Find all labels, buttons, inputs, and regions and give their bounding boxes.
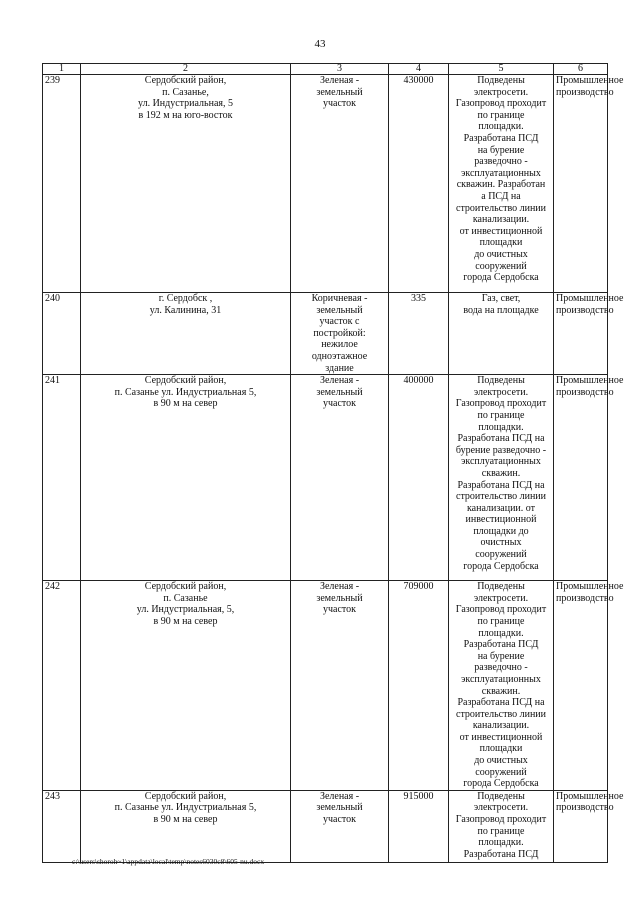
cell-type-line: Зеленая -: [319, 790, 360, 802]
cell-conditions-line: инвестиционной: [465, 514, 537, 526]
cell-address-line: Сердобский район,: [144, 75, 227, 86]
cell-address-line: в 192 м на юго-восток: [138, 109, 233, 121]
cell-type-line: участок: [322, 98, 356, 110]
cell-conditions-line: эксплуатационных: [461, 456, 541, 468]
cell-conditions-line: скважин.: [481, 685, 521, 697]
cell-conditions-line: площадки до: [473, 525, 529, 537]
cell-type-line: здание: [325, 362, 354, 374]
cell-use-line: производство: [556, 386, 614, 398]
cell-conditions-line: Разработана ПСД на: [457, 433, 545, 445]
cell-conditions-line: бурение разведочно -: [455, 444, 547, 456]
cell-conditions-line: разведочно -: [474, 156, 528, 168]
cell-use-line: производство: [556, 592, 614, 604]
cell-type-line: Коричневая -: [311, 293, 368, 304]
cell-type: [291, 581, 389, 791]
cell-conditions-line: площадки.: [478, 421, 524, 433]
cell-conditions-line: на бурение: [477, 650, 525, 662]
cell-conditions-line: скважин.: [481, 467, 521, 479]
cell-conditions-line: по границе: [477, 409, 525, 421]
cell-conditions-line: Подведены: [477, 75, 525, 86]
footer-file-path: c:\users\shoroh~1\appdata\local\temp\notes6030c8\605-nu.docx: [72, 857, 265, 866]
cell-conditions-line: эксплуатационных: [461, 167, 541, 179]
header-col-3: 3: [291, 64, 389, 75]
table-row: [43, 581, 608, 791]
cell-number: 242: [43, 581, 81, 791]
cell-conditions-line: площадки: [479, 237, 523, 249]
cell-address-line: п. Сазанье: [163, 592, 208, 604]
cell-number: 243: [43, 790, 81, 862]
cell-address-line: в 90 м на север: [153, 398, 218, 410]
cell-conditions-line: от инвестиционной: [459, 731, 543, 743]
cell-type-line: Зеленая -: [319, 581, 360, 593]
cell-conditions-line: сооружений: [475, 549, 527, 561]
cell-conditions: [449, 375, 554, 581]
cell-conditions-line: строительство линии: [456, 708, 546, 720]
cell-number: 239: [43, 75, 81, 293]
cell-type-line: земельный: [316, 802, 363, 814]
cell-conditions-line: Газ, свет,: [481, 293, 521, 304]
cell-conditions-line: до очистных: [474, 755, 528, 767]
cell-area: 400000: [389, 375, 449, 581]
cell-conditions-line: скважин. Разработан: [456, 179, 546, 191]
cell-conditions-line: Подведены: [477, 375, 525, 387]
cell-conditions-line: очистных: [480, 537, 522, 549]
cell-conditions-line: Газопровод проходит: [455, 98, 547, 110]
cell-conditions-line: по границе: [477, 825, 525, 837]
cell-address-line: п. Сазанье,: [162, 86, 209, 98]
cell-conditions-line: Разработана ПСД: [463, 132, 539, 144]
cell-conditions-line: Разработана ПСД на: [457, 479, 545, 491]
cell-use-line: Промышленное: [556, 75, 624, 86]
cell-conditions: [449, 293, 554, 375]
cell-area: 915000: [389, 790, 449, 862]
cell-conditions-line: строительство линии: [456, 491, 546, 503]
cell-conditions-line: Газопровод проходит: [455, 814, 547, 826]
cell-use: [554, 293, 624, 375]
cell-conditions-line: площадки.: [478, 837, 524, 849]
page-number: 43: [314, 38, 326, 50]
cell-conditions-line: канализации. от: [466, 502, 536, 514]
cell-type: [291, 75, 389, 293]
cell-use-line: производство: [556, 86, 614, 98]
cell-address-line: ул. Индустриальная, 5,: [136, 604, 235, 616]
cell-conditions-line: Газопровод проходит: [455, 604, 547, 616]
cell-conditions-line: электросети.: [473, 592, 529, 604]
cell-conditions-line: Газопровод проходит: [455, 398, 547, 410]
cell-use-line: производство: [556, 304, 614, 316]
cell-number: 240: [43, 293, 81, 375]
cell-address-line: г. Сердобск ,: [158, 293, 213, 304]
cell-conditions-line: города Сердобска: [463, 272, 539, 284]
cell-conditions-line: вода на площадке: [463, 304, 539, 316]
cell-type-line: земельный: [316, 386, 363, 398]
cell-conditions: [449, 581, 554, 791]
cell-address-line: Сердобский район,: [144, 581, 227, 593]
cell-use: [554, 790, 624, 862]
table-header-row: [43, 64, 608, 75]
cell-conditions: [449, 75, 554, 293]
cell-conditions-line: Подведены: [477, 581, 525, 593]
cell-conditions-line: а ПСД на: [481, 190, 521, 202]
cell-address-line: Сердобский район,: [144, 375, 227, 387]
cell-type-line: участок: [322, 814, 356, 826]
cell-address-line: ул. Калинина, 31: [149, 304, 222, 316]
cell-address-line: ул. Индустриальная, 5: [138, 98, 233, 110]
cell-type-line: Зеленая -: [319, 75, 360, 86]
cell-conditions-line: разведочно -: [474, 662, 528, 674]
cell-use-line: Промышленное: [556, 581, 624, 593]
cell-type: [291, 790, 389, 862]
cell-area: 709000: [389, 581, 449, 791]
header-col-1: 1: [43, 64, 81, 75]
cell-address-line: Сердобский район,: [144, 790, 227, 802]
cell-type-line: постройкой:: [313, 327, 366, 339]
cell-address: [81, 293, 291, 375]
cell-use-line: Промышленное: [556, 790, 624, 802]
cell-conditions-line: электросети.: [473, 86, 529, 98]
table-row: [43, 75, 608, 293]
cell-conditions-line: электросети.: [473, 802, 529, 814]
table-row: [43, 293, 608, 375]
cell-use-line: Промышленное: [556, 375, 624, 387]
cell-conditions-line: сооружений: [475, 260, 527, 272]
cell-type-line: земельный: [316, 86, 363, 98]
cell-type-line: земельный: [316, 304, 363, 316]
cell-area: 430000: [389, 75, 449, 293]
cell-address: [81, 790, 291, 862]
cell-conditions-line: Разработана ПСД на: [457, 697, 545, 709]
cell-conditions: [449, 790, 554, 862]
cell-conditions-line: Разработана ПСД: [463, 639, 539, 651]
cell-conditions-line: до очистных: [474, 248, 528, 260]
cell-conditions-line: города Сердобска: [463, 778, 539, 790]
cell-conditions-line: площадки.: [478, 121, 524, 133]
cell-conditions-line: по границе: [477, 615, 525, 627]
cell-conditions-line: Разработана ПСД: [463, 848, 539, 860]
cell-conditions-line: строительство линии: [456, 202, 546, 214]
cell-address-line: п. Сазанье ул. Индустриальная 5,: [114, 386, 257, 398]
cell-conditions-line: от инвестиционной: [459, 225, 543, 237]
cell-type-line: одноэтажное: [311, 350, 368, 362]
cell-conditions-line: сооружений: [475, 766, 527, 778]
table-row: [43, 375, 608, 581]
header-col-2: 2: [81, 64, 291, 75]
cell-address: [81, 75, 291, 293]
cell-conditions-line: канализации.: [472, 720, 530, 732]
registry-table: [42, 63, 624, 863]
cell-address-line: п. Сазанье ул. Индустриальная 5,: [114, 802, 257, 814]
cell-use: [554, 375, 624, 581]
cell-conditions-line: эксплуатационных: [461, 673, 541, 685]
cell-type-line: нежилое: [321, 339, 358, 351]
table-row: [43, 790, 608, 862]
cell-area: 335: [389, 293, 449, 375]
cell-type: [291, 375, 389, 581]
cell-address-line: в 90 м на север: [153, 814, 218, 826]
cell-conditions-line: на бурение: [477, 144, 525, 156]
cell-address-line: в 90 м на север: [153, 615, 218, 627]
cell-type-line: участок с: [319, 316, 360, 328]
cell-use: [554, 581, 624, 791]
cell-type-line: Зеленая -: [319, 375, 360, 387]
cell-type-line: участок: [322, 604, 356, 616]
cell-conditions-line: электросети.: [473, 386, 529, 398]
cell-conditions-line: города Сердобска: [463, 560, 539, 572]
cell-use-line: производство: [556, 802, 614, 814]
header-col-5: 5: [449, 64, 554, 75]
header-col-4: 4: [389, 64, 449, 75]
cell-address: [81, 581, 291, 791]
cell-conditions-line: Подведены: [477, 790, 525, 802]
header-col-6: 6: [554, 64, 608, 75]
cell-conditions-line: площадки: [479, 743, 523, 755]
cell-use: [554, 75, 624, 293]
cell-conditions-line: площадки.: [478, 627, 524, 639]
cell-type: [291, 293, 389, 375]
cell-type-line: земельный: [316, 592, 363, 604]
cell-number: 241: [43, 375, 81, 581]
cell-address: [81, 375, 291, 581]
cell-type-line: участок: [322, 398, 356, 410]
cell-conditions-line: канализации.: [472, 214, 530, 226]
cell-use-line: Промышленное: [556, 293, 624, 304]
cell-conditions-line: по границе: [477, 109, 525, 121]
